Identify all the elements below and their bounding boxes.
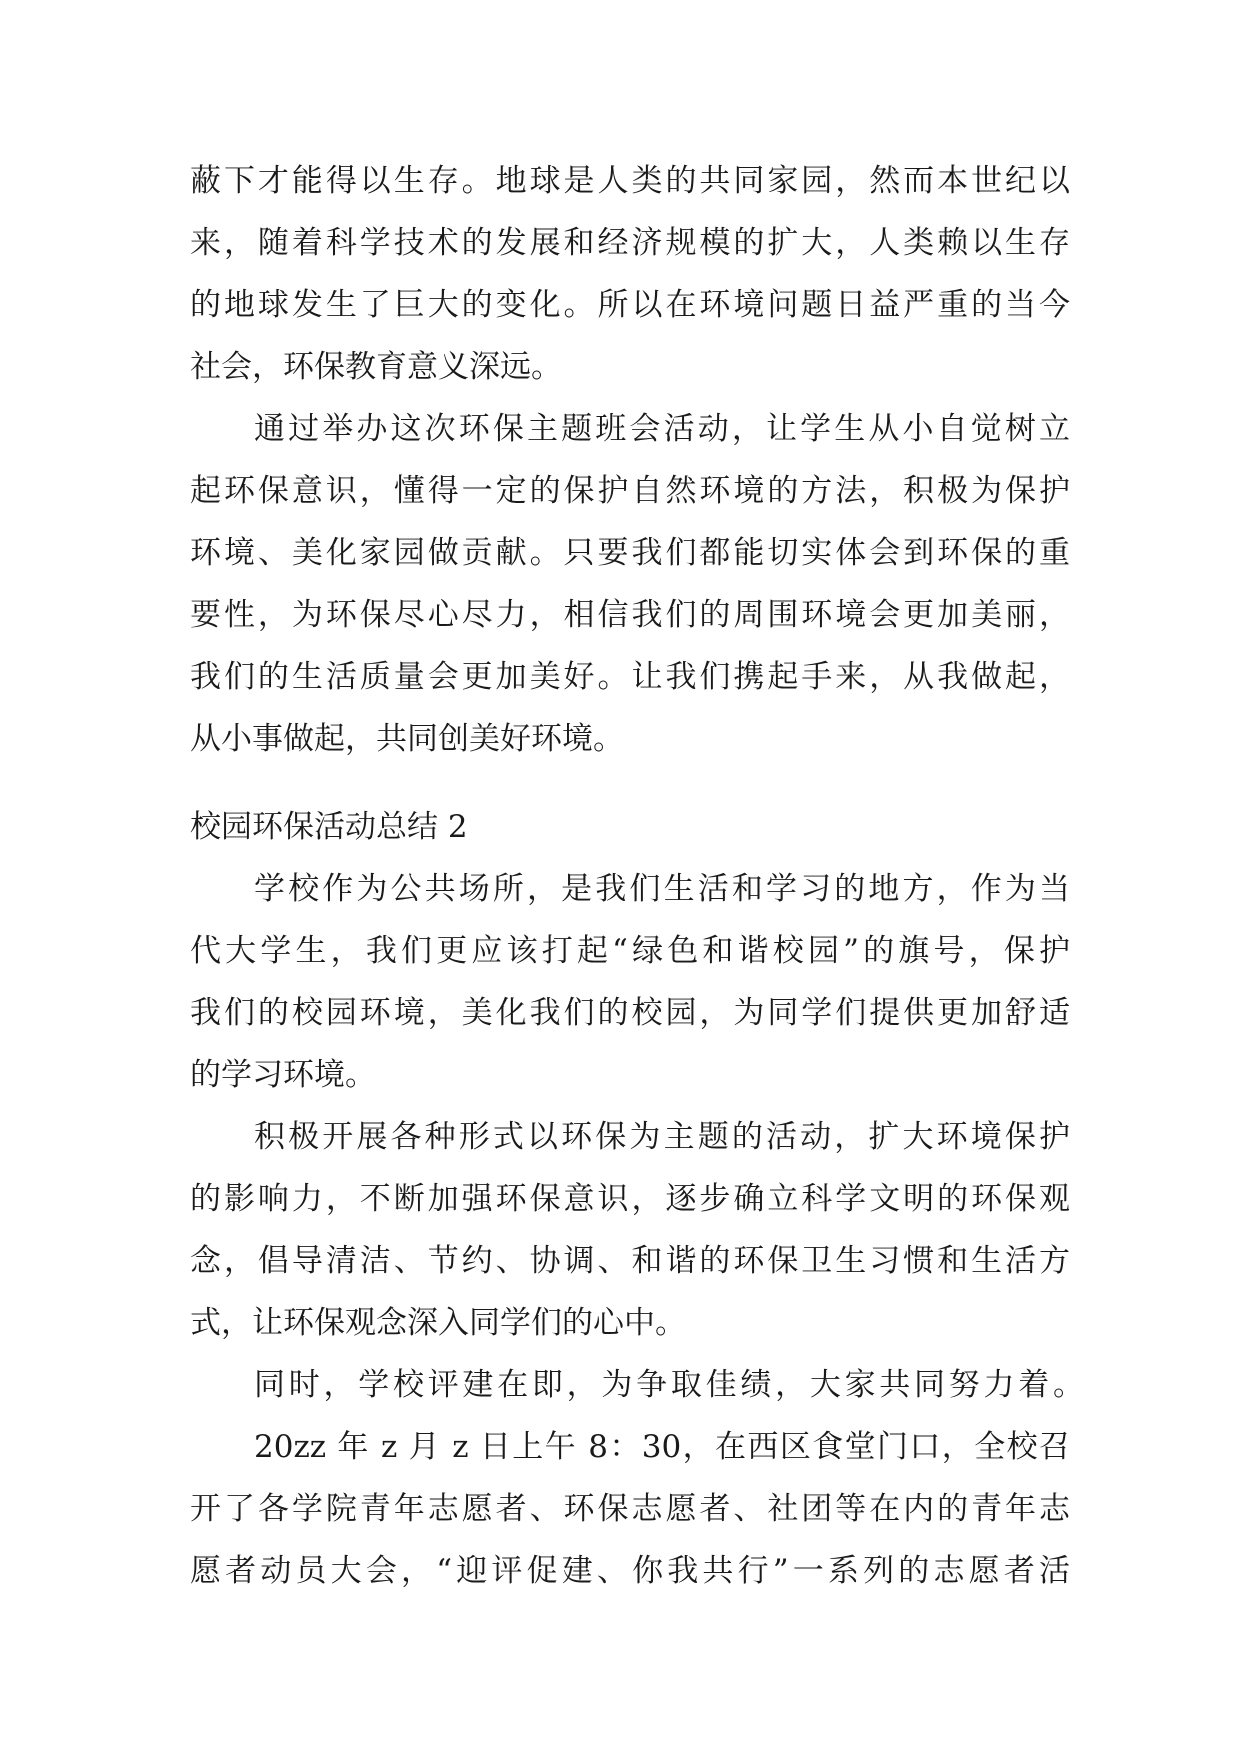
paragraph-line: 起环保意识，懂得一定的保护自然环境的方法，积极为保护 — [190, 473, 1070, 509]
paragraph-line: 同时，学校评建在即，为争取佳绩，大家共同努力着。 — [254, 1367, 1084, 1403]
paragraph-line: 20zz 年 z 月 z 日上午 8：30，在西区食堂门口，全校召 — [254, 1429, 1070, 1465]
paragraph-line: 环境、美化家园做贡献。只要我们都能切实体会到环保的重 — [190, 535, 1070, 571]
paragraph-line: 愿者动员大会，“迎评促建、你我共行”一系列的志愿者活 — [190, 1553, 1070, 1589]
paragraph-line: 念，倡导清洁、节约、协调、和谐的环保卫生习惯和生活方 — [190, 1243, 1070, 1279]
paragraph-line: 的影响力，不断加强环保意识，逐步确立科学文明的环保观 — [190, 1181, 1070, 1217]
paragraph-line: 蔽下才能得以生存。地球是人类的共同家园，然而本世纪以 — [190, 163, 1070, 199]
paragraph-line: 我们的生活质量会更加美好。让我们携起手来，从我做起， — [190, 659, 1070, 695]
paragraph-line: 的地球发生了巨大的变化。所以在环境问题日益严重的当今 — [190, 287, 1070, 323]
paragraph-line: 从小事做起，共同创美好环境。 — [190, 721, 624, 757]
paragraph-line: 要性，为环保尽心尽力，相信我们的周围环境会更加美丽， — [190, 597, 1070, 633]
paragraph-line: 我们的校园环境，美化我们的校园，为同学们提供更加舒适 — [190, 995, 1070, 1031]
paragraph-line: 学校作为公共场所，是我们生活和学习的地方，作为当 — [254, 871, 1070, 907]
paragraph-line: 通过举办这次环保主题班会活动，让学生从小自觉树立 — [254, 411, 1070, 447]
paragraph-line: 式，让环保观念深入同学们的心中。 — [190, 1305, 686, 1341]
paragraph-line: 开了各学院青年志愿者、环保志愿者、社团等在内的青年志 — [190, 1491, 1070, 1527]
paragraph-line: 的学习环境。 — [190, 1057, 376, 1093]
paragraph-line: 积极开展各种形式以环保为主题的活动，扩大环境保护 — [254, 1119, 1070, 1155]
paragraph-line: 社会，环保教育意义深远。 — [190, 349, 562, 385]
paragraph-line: 来，随着科学技术的发展和经济规模的扩大，人类赖以生存 — [190, 225, 1070, 261]
section-heading: 校园环保活动总结 2 — [190, 809, 468, 845]
paragraph-line: 代大学生，我们更应该打起“绿色和谐校园”的旗号，保护 — [190, 933, 1070, 969]
